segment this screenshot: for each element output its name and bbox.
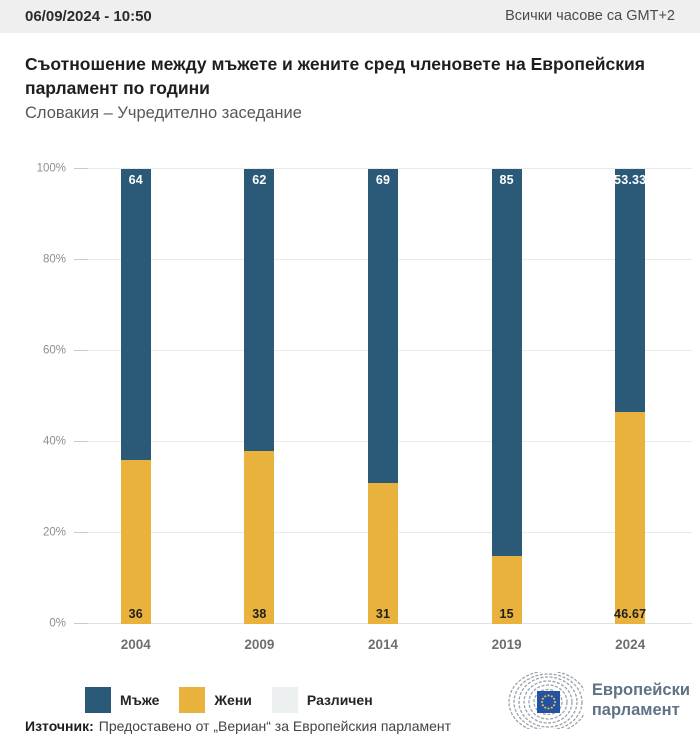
page-subtitle: Словакия – Учредително заседание (25, 104, 302, 122)
bar-value-label: 64 (128, 173, 143, 188)
timezone-note: Всички часове са GMT+2 (505, 8, 675, 24)
source-note (25, 718, 451, 734)
segment-Мъже-2004[interactable] (121, 169, 151, 460)
men-color-swatch (85, 687, 111, 713)
segment-Жени-2014[interactable] (368, 483, 398, 624)
bar-2009[interactable] (244, 169, 274, 624)
y-axis-tick-label: 60% (42, 344, 66, 357)
timestamp: 06/09/2024 - 10:50 (25, 8, 152, 25)
bar-value-label: 46.67 (614, 607, 647, 621)
segment-Жени-2004[interactable] (121, 460, 151, 624)
bar-2019[interactable] (492, 169, 522, 624)
legend-item-other[interactable] (272, 687, 373, 713)
bar-value-label: 36 (128, 607, 143, 621)
x-axis-tick-label: 2014 (367, 637, 399, 652)
bar-value-label: 62 (252, 173, 267, 188)
women-color-swatch (179, 687, 205, 713)
segment-Жени-2009[interactable] (244, 451, 274, 624)
x-axis-tick-label: 2019 (491, 637, 522, 652)
segment-Мъже-2024[interactable] (615, 169, 645, 412)
bar-2004[interactable] (121, 169, 151, 624)
ep-logo-text-line1: Европейски (591, 681, 690, 699)
ep-logo (504, 672, 690, 729)
segment-Жени-2019[interactable] (492, 556, 522, 624)
ep-logo-mark (504, 672, 584, 729)
legend-item-women[interactable] (179, 687, 252, 713)
source-label: Източник: (25, 718, 94, 734)
legend-label: Мъже (120, 692, 160, 708)
y-axis-tick-label: 0% (49, 617, 66, 630)
ep-logo-text-line2: парламент (591, 700, 680, 719)
bar-value-label: 85 (499, 173, 514, 187)
bar-value-label: 53.33 (614, 173, 647, 188)
eu-flag-icon (537, 691, 560, 713)
x-axis-tick-label: 2004 (120, 637, 151, 652)
segment-Мъже-2009[interactable] (244, 169, 274, 451)
y-axis-tick-label: 20% (42, 526, 66, 539)
bar-value-label: 31 (375, 607, 391, 621)
y-axis-tick-label: 100% (36, 162, 66, 175)
legend-item-men[interactable] (85, 687, 159, 713)
plot-area (36, 162, 692, 652)
ep-logo-text (592, 681, 690, 720)
source-text: Предоставено от „Вериан“ за Европейския парламент (98, 718, 452, 734)
x-axis-tick-label: 2009 (244, 637, 275, 652)
bar-value-label: 69 (375, 173, 391, 188)
chart-legend (85, 687, 393, 713)
legend-label: Различен (306, 692, 373, 708)
segment-Жени-2024[interactable] (615, 412, 645, 624)
y-axis-tick-label: 80% (42, 253, 66, 266)
x-axis-tick-label: 2024 (615, 637, 646, 652)
legend-label: Жени (214, 692, 252, 708)
bar-2024[interactable] (615, 169, 645, 624)
segment-Мъже-2019[interactable] (492, 169, 522, 556)
other-color-swatch (272, 687, 298, 713)
bar-value-label: 15 (499, 607, 514, 621)
bar-2014[interactable] (368, 169, 398, 624)
bar-value-label: 38 (252, 607, 267, 621)
segment-Мъже-2014[interactable] (368, 169, 398, 483)
page-title: Съотношение между мъжете и жените сред членовете на Европейския парламент по години (25, 54, 645, 98)
top-bar (0, 0, 700, 33)
y-axis-tick-label: 40% (42, 435, 66, 448)
